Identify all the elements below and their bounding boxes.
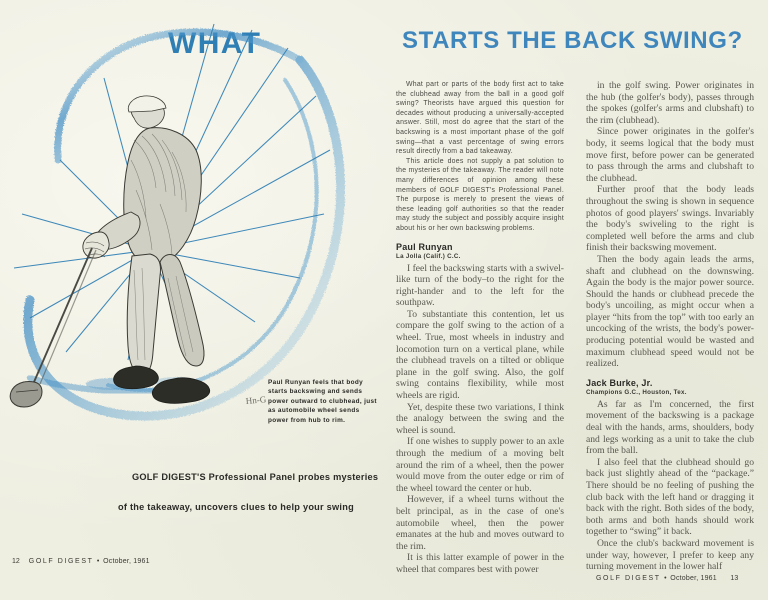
footer-right-page-number: 13 [730, 575, 739, 582]
footer-right-issue: October, 1961 [670, 575, 717, 582]
byline-name: Jack Burke, Jr. [586, 377, 653, 388]
body-paragraph: Then the body again leads the arms, shaft and clubhead on the downswing. Again the body is the major power source. Should the hands or clubhead precede the body's uncoiling, as might occur when a player “hits from the top” with too early an uncocking of the wrists, the body's power-producing potential would be wasted and maximum clubhead speed would not be realized. [586, 253, 754, 370]
text-column-2 [586, 80, 754, 573]
footer-right-publication: GOLF DIGEST [596, 575, 661, 582]
footer-right-separator: • [664, 575, 667, 582]
footer-left-page-number: 12 [12, 558, 20, 565]
body-paragraph: I feel the backswing starts with a swivel-like turn of the body–to the right for the right-hander and to the left for the southpaw. [396, 262, 564, 309]
footer-left-separator: • [96, 558, 100, 565]
page-title-what: WHAT [168, 27, 262, 60]
body-paragraph: Yet, despite these two variations, I think the analogy between the swing and the wheel is sound. [396, 401, 564, 436]
artist-signature: Hn-G [245, 394, 267, 406]
body-paragraph: Once the club's backward movement is under way, however, I prefer to keep any turning movement in the lower half [586, 537, 754, 573]
byline-jack-burke [586, 378, 754, 396]
body-text-runyan [396, 263, 564, 576]
byline-club: Champions G.C., Houston, Tex. [586, 388, 687, 396]
intro-paragraph: This article does not supply a pat solution to the mysteries of the takeaway. The reader will note many differences of opinion among these members of GOLF DIGEST's Professional Panel. The purpose is merely to present the views of these leading golf authorities so that the reader may study the subject and possibly acquire insight about his or her own backswing problems. [396, 157, 564, 232]
body-paragraph: If one wishes to supply power to an axle through the medium of a moving belt around the rim of a wheel, then the power would move from the outer edge or rim of the wheel toward the center or hub. [396, 436, 564, 494]
body-text-burke [586, 399, 754, 573]
body-paragraph: Further proof that the body leads throughout the swing is shown in sequence photos of good players' swings. Invariably the body's swiveling to the right is completed well before the arms and club finish their backswing movement. [586, 184, 754, 254]
byline-club: La Jolla (Calif.) C.C. [396, 252, 461, 260]
deck-line-2: of the takeaway, uncovers clues to help your swing [118, 502, 354, 512]
body-paragraph: It is this latter example of power in the wheel that compares best with power [396, 552, 564, 575]
deck-line-1: GOLF DIGEST'S Professional Panel probes mysteries [132, 472, 379, 482]
footer-right [596, 575, 738, 582]
byline-name: Paul Runyan [396, 241, 453, 252]
body-paragraph: To substantiate this contention, let us compare the golf swing to the action of a wheel. True, most wheels in industry and locomotion turn on a vertical plane, while the clubhead travels on a tilted or oblique plane in the golf swing. Also, the golf swing contains flexibility, while most wheels are rigid. [396, 308, 564, 402]
body-paragraph: As far as I'm concerned, the first movement of the backswing is a package deal with the hands, arms, shoulders, body and legs working as a unit to take the club from the ball. [586, 398, 754, 457]
body-paragraph: Since power originates in the golfer's body, it seems logical that the body must move first, before power can be generated to pass through the arms and clubshaft to the clubhead. [586, 126, 754, 184]
footer-left-issue: October, 1961 [103, 558, 150, 565]
intro-paragraph: What part or parts of the body first act to take the clubhead away from the ball in a good golf swing? Theorists have argued this question for decades without producing a universally-accepted answer. Still, most do agree that the start of the backswing is a most important phase of the golf swing—that a vast percentage of swing errors result directly from a bad takeaway. [396, 81, 564, 156]
footer-left-publication: GOLF DIGEST [28, 558, 94, 565]
right-page [386, 0, 768, 600]
text-column-1 [396, 80, 564, 576]
golfer-figure [83, 96, 210, 403]
body-paragraph: However, if a wheel turns without the belt principal, as in the case of one's automobile wheel, then the power emanates at the hub and moves outward to the rim. [396, 494, 564, 552]
body-text-runyan-continued [586, 80, 754, 370]
body-paragraph: I also feel that the clubhead should go back just slightly ahead of the “package.” There should be no feeling of pushing the club back with the left hand or dragging it back with the right. Both sides of the body, both arms and both hands should work together to “swing” it back. [586, 456, 754, 538]
body-paragraph: in the golf swing. Power originates in the hub (the golfer's body), passes through the spokes (golfer's arms and clubshaft) to the rim (clubhead). [586, 80, 754, 126]
intro-block [396, 80, 564, 234]
byline-paul-runyan [396, 242, 564, 260]
footer-left [12, 558, 150, 565]
illustration-caption: Paul Runyan feels that body starts backswing and sends power outward to clubhead, just as automobile wheel sends power from hub to rim. [268, 379, 377, 424]
page-title-starts: STARTS THE BACK SWING? [402, 27, 743, 54]
